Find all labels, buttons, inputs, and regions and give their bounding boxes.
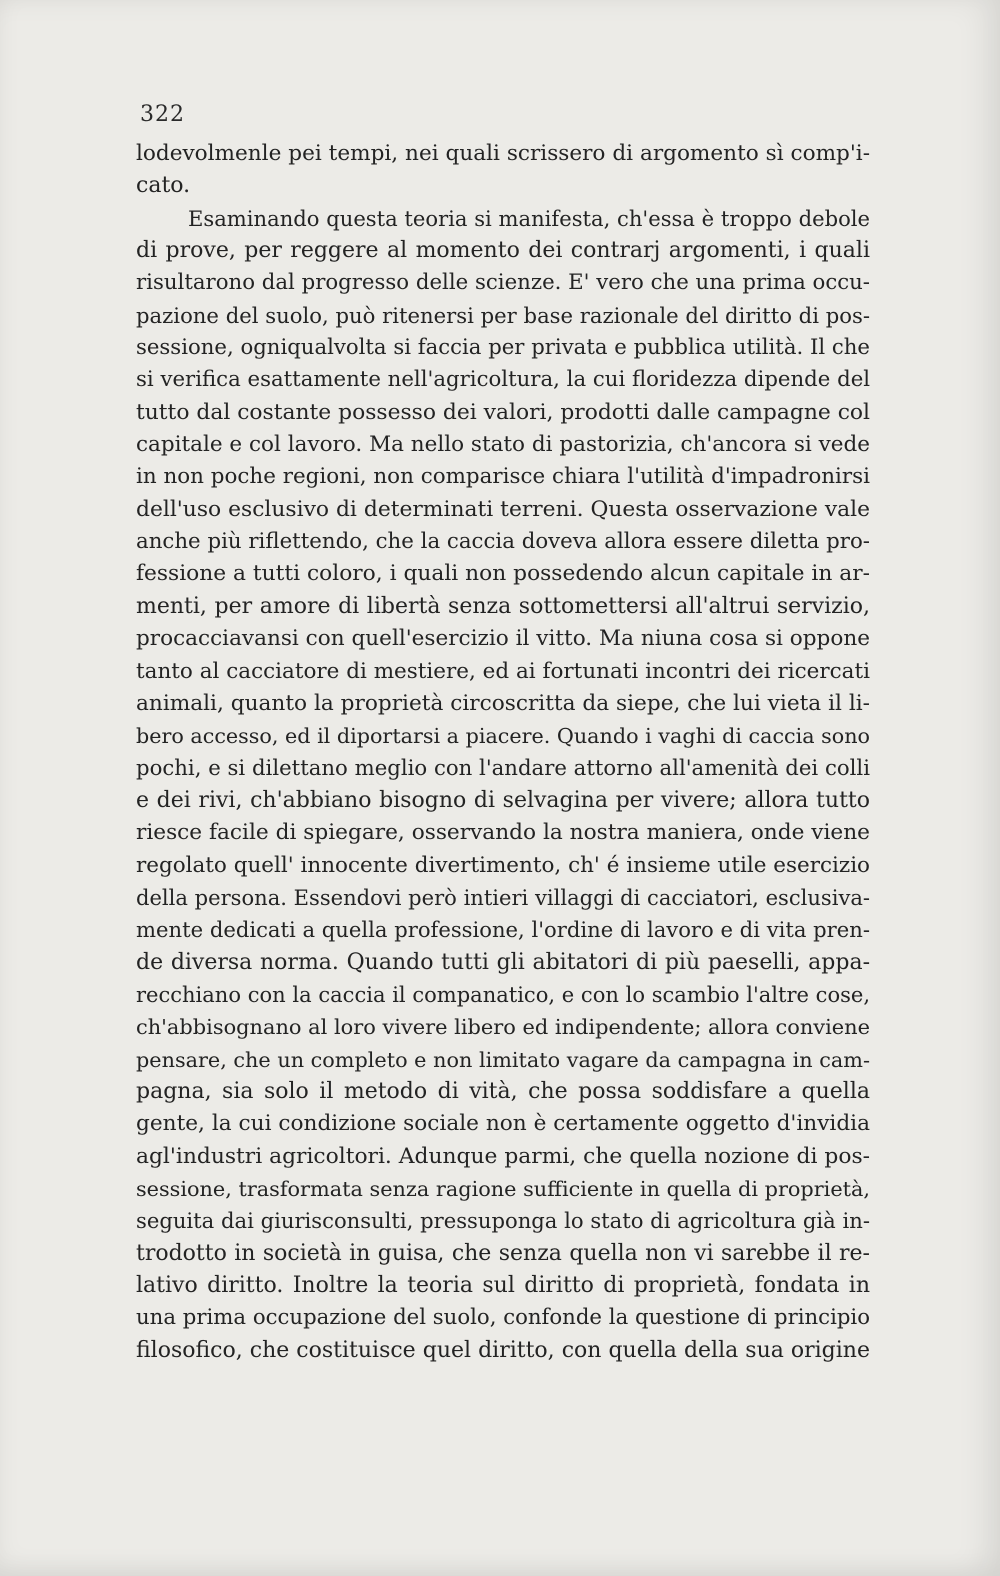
text-line: procacciavansi con quell'esercizio il vitto. Ma niuna cosa si oppone xyxy=(136,626,870,652)
text-line: menti, per amore di libertà senza sottomettersi all'altrui servizio, xyxy=(136,593,870,619)
text-line: sessione, ogniqualvolta si faccia per privata e pubblica utilità. Il che xyxy=(136,335,870,361)
text-line: cato. xyxy=(136,173,191,199)
text-line: seguita dai giurisconsulti, pressuponga lo stato di agricoltura già in- xyxy=(136,1208,870,1234)
text-line: agl'industri agricoltori. Adunque parmi, che quella nozione di pos- xyxy=(136,1143,870,1169)
text-line: sessione, trasformata senza ragione sufficiente in quella di proprietà, xyxy=(136,1177,870,1201)
body-text xyxy=(136,138,870,1367)
text-line: capitale e col lavoro. Ma nello stato di pastorizia, ch'ancora si vede xyxy=(136,432,870,458)
text-line: lodevolmenle pei tempi, nei quali scrissero di argomento sì comp'i- xyxy=(136,141,870,166)
text-line: pensare, che un completo e non limitato vagare da campagna in cam- xyxy=(136,1047,870,1072)
text-line: dell'uso esclusivo di determinati terreni. Questa osservazione vale xyxy=(136,496,870,522)
text-line: una prima occupazione del suolo, confonde la questione di principio xyxy=(136,1305,870,1331)
text-line: gente, la cui condizione sociale non è certamente oggetto d'invidia xyxy=(136,1111,870,1137)
page-number: 322 xyxy=(140,102,185,127)
text-line: trodotto in società in guisa, che senza quella non vi sarebbe il re- xyxy=(136,1240,870,1266)
text-line: tutto dal costante possesso dei valori, prodotti dalle campagne col xyxy=(136,399,870,425)
text-line: lativo diritto. Inoltre la teoria sul diritto di proprietà, fondata in xyxy=(136,1273,870,1299)
text-line: bero accesso, ed il diportarsi a piacere. Quando i vaghi di caccia sono xyxy=(136,724,870,749)
text-line: animali, quanto la proprietà circoscritta da siepe, che lui vieta il li- xyxy=(136,690,870,716)
text-line: risultarono dal progresso delle scienze. E' vero che una prima occu- xyxy=(136,270,870,296)
text-line: e dei rivi, ch'abbiano bisogno di selvagina per vivere; allora tutto xyxy=(136,787,870,813)
text-line: recchiano con la caccia il companatico, e con lo scambio l'altre cose, xyxy=(136,981,870,1007)
text-line: pazione del suolo, può ritenersi per base razionale del diritto di pos- xyxy=(136,302,870,328)
text-line: anche più riflettendo, che la caccia doveva allora essere diletta pro- xyxy=(136,529,870,555)
text-line: de diversa norma. Quando tutti gli abitatori di più paeselli, appa- xyxy=(136,949,870,975)
text-line: pagna, sia solo il metodo di vità, che possa soddisfare a quella xyxy=(136,1078,870,1104)
text-line: ch'abbisognano al loro vivere libero ed indipendente; allora conviene xyxy=(136,1015,871,1040)
text-line: tanto al cacciatore di mestiere, ed ai fortunati incontri dei ricercati xyxy=(136,658,870,684)
text-line: fessione a tutti coloro, i quali non possedendo alcun capitale in ar- xyxy=(136,561,870,587)
text-line: della persona. Essendovi però intieri villaggi di cacciatori, esclusiva- xyxy=(136,884,870,910)
text-line: si verifica esattamente nell'agricoltura, la cui floridezza dipende del xyxy=(136,367,871,393)
text-line: regolato quell' innocente divertimento, ch' é insieme utile esercizio xyxy=(136,852,870,878)
text-line: di prove, per reggere al momento dei contrarj argomenti, i quali xyxy=(136,238,870,264)
text-line: pochi, e si dilettano meglio con l'andare attorno all'amenità dei colli xyxy=(136,755,870,781)
text-line: mente dedicati a quella professione, l'ordine di lavoro e di vita pren- xyxy=(136,917,870,943)
text-line: in non poche regioni, non comparisce chiara l'utilità d'impadronirsi xyxy=(136,464,870,490)
text-line: filosofico, che costituisce quel diritto, con quella della sua origine xyxy=(136,1337,870,1363)
text-line: riesce facile di spiegare, osservando la nostra maniera, onde viene xyxy=(136,820,870,846)
text-line: Esaminando questa teoria si manifesta, ch'essa è troppo debole xyxy=(188,205,870,231)
